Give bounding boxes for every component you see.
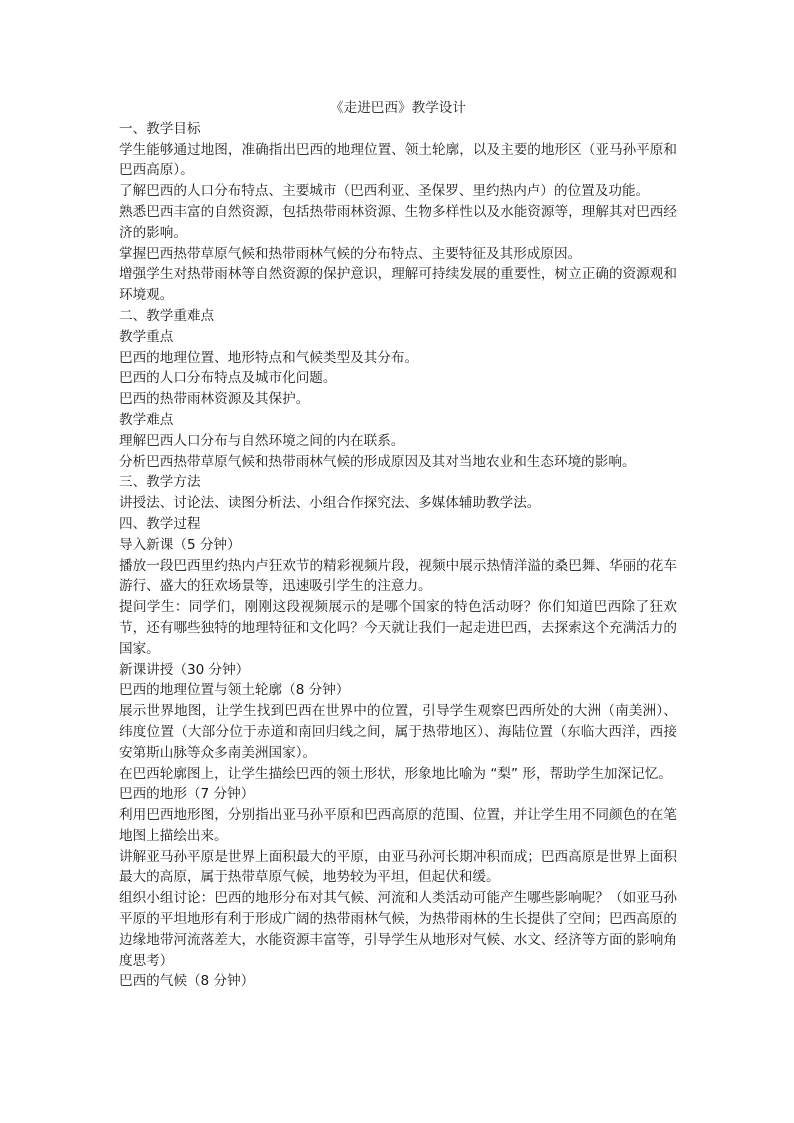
document-body (119, 98, 677, 992)
paragraph: 熟悉巴西丰富的自然资源，包括热带雨林资源、生物多样性以及水能资源等，理解其对巴西经济的影响。 (119, 203, 677, 241)
paragraph: 提问学生：同学们，刚刚这段视频展示的是哪个国家的特色活动呀？你们知道巴西除了狂欢节，还有哪些独特的地理特征和文化吗？今天就让我们一起走进巴西，去探索这个充满活力的国家。 (119, 599, 677, 657)
paragraph: 了解巴西的人口分布特点、主要城市（巴西利亚、圣保罗、里约热内卢）的位置及功能。 (119, 183, 650, 200)
heading-methods: 三、教学方法 (119, 474, 201, 491)
paragraph: 讲授法、讨论法、读图分析法、小组合作探究法、多媒体辅助教学法。 (119, 495, 541, 512)
heading-objectives: 一、教学目标 (119, 120, 201, 137)
paragraph: 展示世界地图，让学生找到巴西在世界中的位置，引导学生观察巴西所处的大洲（南美洲）、纬度位置（大部分位于赤道和南回归线之间，属于热带地区）、海陆位置（东临大西洋，西接安第斯山脉等众多南美洲国家）。 (119, 703, 677, 761)
subheading: 巴西的地形（7 分钟） (119, 786, 255, 803)
paragraph: 掌握巴西热带草原气候和热带雨林气候的分布特点、主要特征及其形成原因。 (119, 245, 582, 262)
subheading: 教学重点 (119, 328, 174, 345)
heading-key-points: 二、教学重难点 (119, 307, 215, 324)
paragraph: 学生能够通过地图，准确指出巴西的地理位置、领土轮廓，以及主要的地形区（亚马孙平原和巴西高原）。 (119, 141, 677, 179)
subheading: 巴西的气候（8 分钟） (119, 973, 255, 990)
paragraph: 在巴西轮廓图上，让学生描绘巴西的领土形状，形象地比喻为 “梨” 形，帮助学生加深记忆。 (119, 765, 672, 782)
subheading: 新课讲授（30 分钟） (119, 661, 250, 678)
subheading: 导入新课（5 分钟） (119, 536, 241, 553)
paragraph: 讲解亚马孙平原是世界上面积最大的平原，由亚马孙河长期冲积而成；巴西高原是世界上面积最大的高原，属于热带草原气候，地势较为平坦，但起伏和缓。 (119, 848, 677, 886)
heading-process: 四、教学过程 (119, 515, 201, 532)
paragraph: 理解巴西人口分布与自然环境之间的内在联系。 (119, 432, 405, 449)
paragraph: 播放一段巴西里约热内卢狂欢节的精彩视频片段，视频中展示热情洋溢的桑巴舞、华丽的花车游行、盛大的狂欢场景等，迅速吸引学生的注意力。 (119, 557, 677, 595)
paragraph: 巴西的人口分布特点及城市化问题。 (119, 370, 337, 387)
paragraph: 利用巴西地形图，分别指出亚马孙平原和巴西高原的范围、位置，并让学生用不同颜色的在笔地图上描绘出来。 (119, 807, 677, 844)
paragraph: 巴西的热带雨林资源及其保护。 (119, 391, 310, 408)
paragraph: 分析巴西热带草原气候和热带雨林气候的形成原因及其对当地农业和生态环境的影响。 (119, 453, 636, 470)
subheading: 教学难点 (119, 411, 174, 428)
subheading: 巴西的地理位置与领土轮廓（8 分钟） (119, 682, 350, 699)
document-title: 《走进巴西》教学设计 (330, 100, 466, 116)
paragraph: 巴西的地理位置、地形特点和气候类型及其分布。 (119, 349, 419, 366)
paragraph: 增强学生对热带雨林等自然资源的保护意识，理解可持续发展的重要性，树立正确的资源观和环境观。 (119, 266, 677, 304)
paragraph: 组织小组讨论：巴西的地形分布对其气候、河流和人类活动可能产生哪些影响呢？（如亚马孙平原的平坦地形有利于形成广阔的热带雨林气候，为热带雨林的生长提供了空间；巴西高原的边缘地带河流落差大，水能资源丰富等，引导学生从地形对气候、水文、经济等方面的影响角度思考） (119, 890, 677, 969)
